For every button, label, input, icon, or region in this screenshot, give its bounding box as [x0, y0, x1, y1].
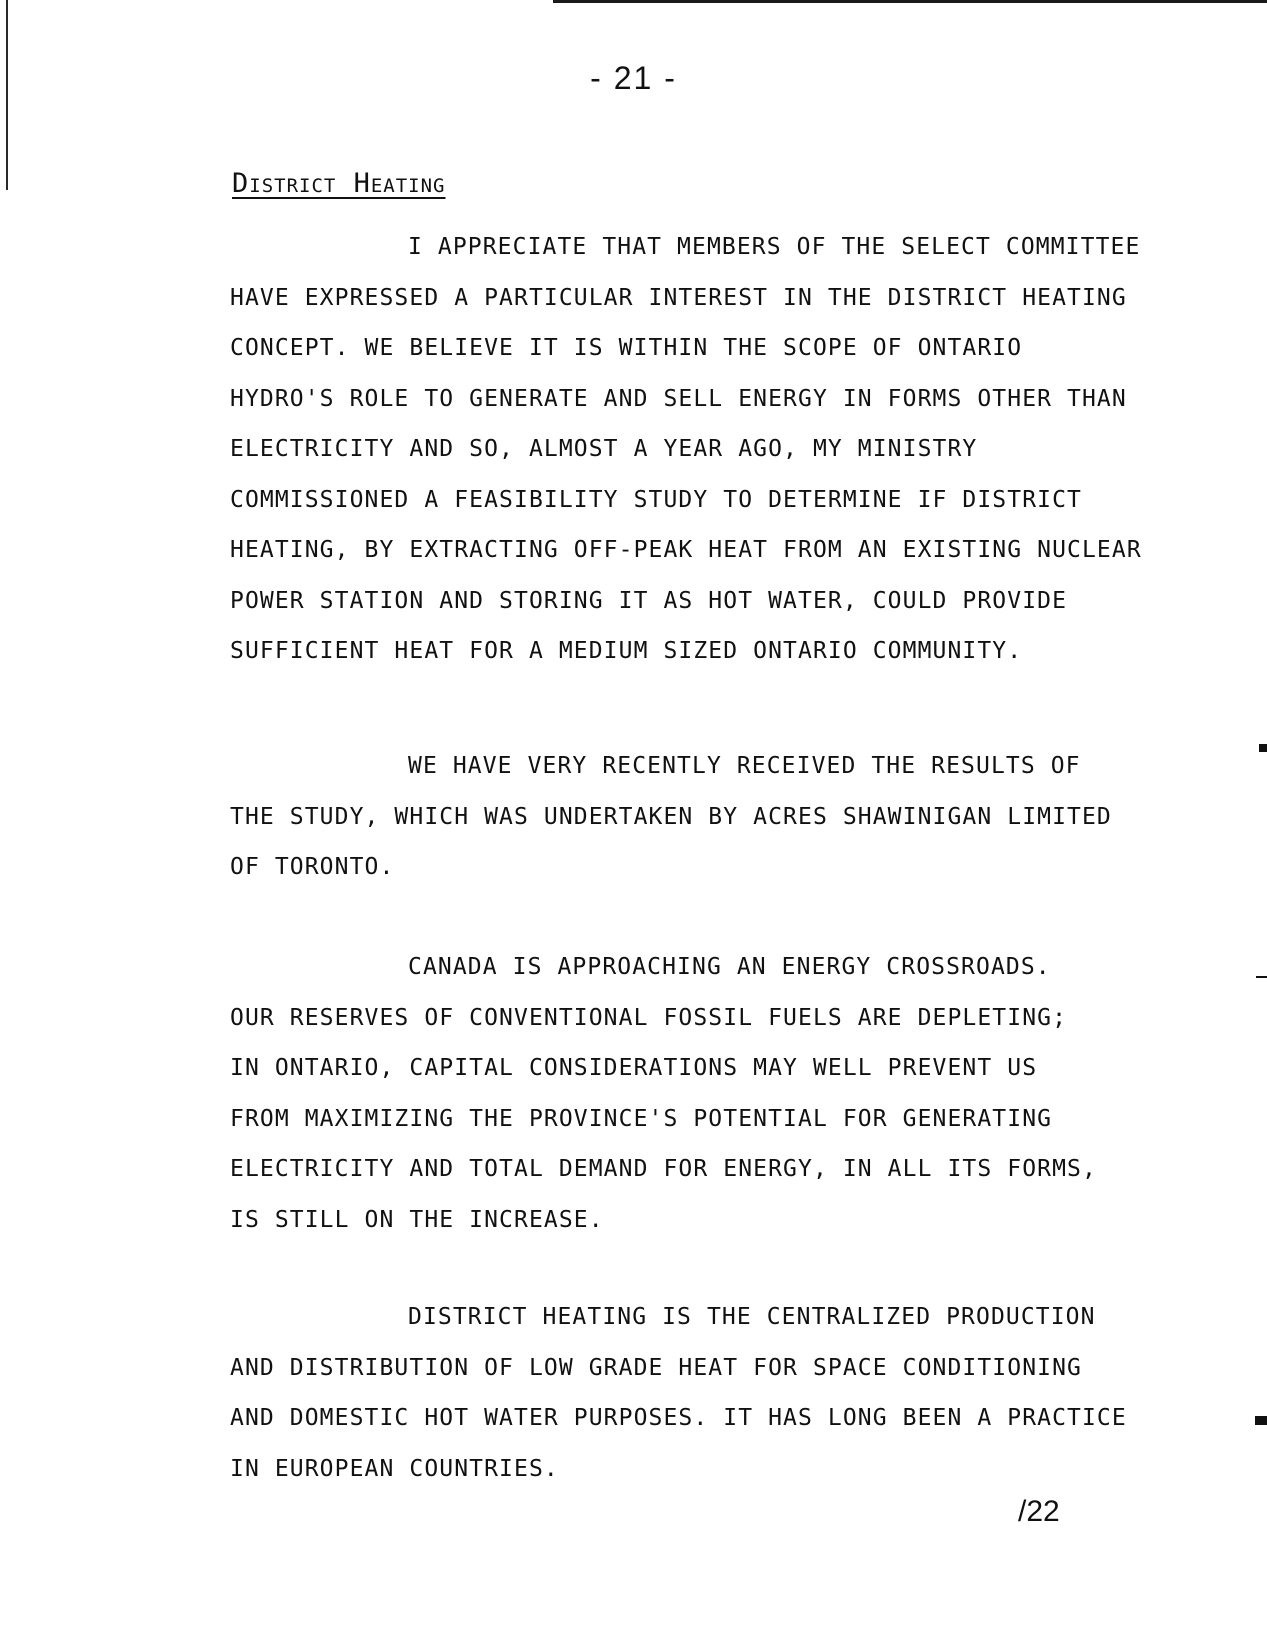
- page-number: - 21 -: [590, 60, 677, 96]
- paragraph-line: CONCEPT. WE BELIEVE IT IS WITHIN THE SCOPE OF ONTARIO: [230, 335, 1023, 361]
- continued-page-marker: /22: [1018, 1495, 1060, 1528]
- paragraph-line: I APPRECIATE THAT MEMBERS OF THE SELECT COMMITTEE: [408, 234, 1141, 260]
- paragraph-line: IN EUROPEAN COUNTRIES.: [230, 1455, 559, 1482]
- paragraph-line: IN ONTARIO, CAPITAL CONSIDERATIONS MAY WELL PREVENT US: [230, 1055, 1038, 1081]
- paragraph-1: [230, 222, 1142, 677]
- paragraph-line: AND DISTRIBUTION OF LOW GRADE HEAT FOR SPACE CONDITIONING: [230, 1354, 1082, 1381]
- paragraph-line: ELECTRICITY AND TOTAL DEMAND FOR ENERGY, IN ALL ITS FORMS,: [230, 1156, 1097, 1182]
- paragraph-4: [230, 1292, 1130, 1494]
- paragraph-line: OF TORONTO.: [230, 854, 395, 880]
- scan-edge-mark: [1259, 744, 1267, 752]
- paragraph-line: HAVE EXPRESSED A PARTICULAR INTEREST IN THE DISTRICT HEATING: [230, 284, 1127, 311]
- paragraph-line: WE HAVE VERY RECENTLY RECEIVED THE RESULTS OF: [408, 753, 1081, 779]
- section-heading: District Heating: [232, 168, 446, 199]
- paragraph-line: AND DOMESTIC HOT WATER PURPOSES. IT HAS LONG BEEN A PRACTICE: [230, 1405, 1127, 1431]
- paragraph-line: CANADA IS APPROACHING AN ENERGY CROSSROADS.: [408, 954, 1051, 980]
- paragraph-line: SUFFICIENT HEAT FOR A MEDIUM SIZED ONTARIO COMMUNITY.: [230, 638, 1023, 664]
- paragraph-line: HEATING, BY EXTRACTING OFF-PEAK HEAT FROM AN EXISTING NUCLEAR: [230, 537, 1142, 563]
- paragraph-line: COMMISSIONED A FEASIBILITY STUDY TO DETERMINE IF DISTRICT: [230, 486, 1082, 513]
- top-border-line: [553, 0, 1267, 3]
- paragraph-3: [230, 942, 1130, 1245]
- paragraph-line: IS STILL ON THE INCREASE.: [230, 1206, 604, 1233]
- paragraph-line: POWER STATION AND STORING IT AS HOT WATER, COULD PROVIDE: [230, 587, 1068, 614]
- paragraph-line: ELECTRICITY AND SO, ALMOST A YEAR AGO, MY MINISTRY: [230, 436, 978, 462]
- scan-edge-mark: [1255, 1416, 1267, 1425]
- paragraph-line: HYDRO'S ROLE TO GENERATE AND SELL ENERGY IN FORMS OTHER THAN: [230, 385, 1127, 412]
- paragraph-2: [230, 741, 1130, 893]
- paragraph-line: DISTRICT HEATING IS THE CENTRALIZED PRODUCTION: [408, 1304, 1096, 1330]
- paragraph-line: OUR RESERVES OF CONVENTIONAL FOSSIL FUELS ARE DEPLETING;: [230, 1004, 1068, 1031]
- paragraph-line: THE STUDY, WHICH WAS UNDERTAKEN BY ACRES SHAWINIGAN LIMITED: [230, 803, 1112, 830]
- scan-edge-mark: [1256, 976, 1267, 978]
- paragraph-line: FROM MAXIMIZING THE PROVINCE'S POTENTIAL FOR GENERATING: [230, 1105, 1053, 1132]
